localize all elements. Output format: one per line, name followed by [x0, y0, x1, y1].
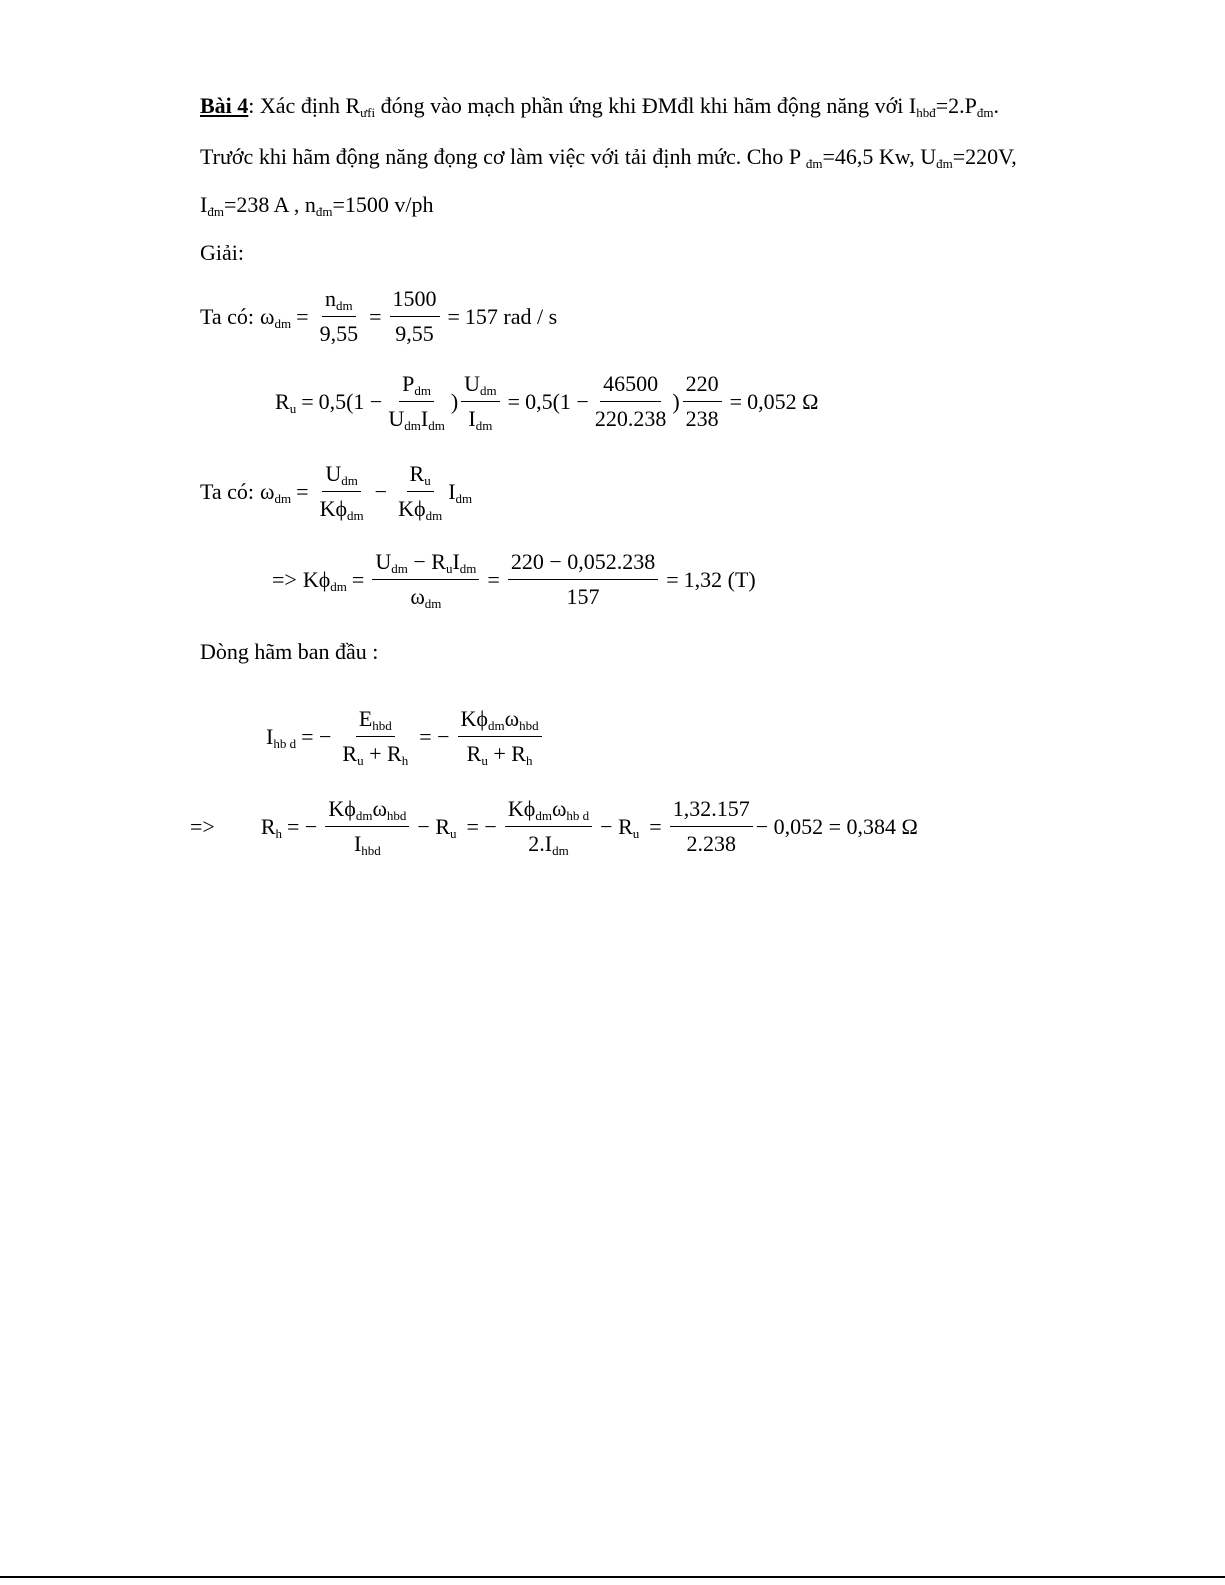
- equation-armature-resistance: $R_u$ = 0,5(1 − $\frac{P_{dm}}{U_{dm}I_{dm}}$ ) $\frac{U_{dm}}{I_{dm}}$ = 0,5(1 − $\frac{46500}{220.238}$ ) $\frac{220}{238}$ = 0,052 Ω: [275, 371, 819, 433]
- problem-title: Bài 4: [200, 93, 249, 118]
- problem-line-2: Trước khi hãm động năng đọng cơ làm việc với tải định mức. Cho P $_{đm}$=46,5 Kw, $U_{đm}=220V$,: [200, 144, 1017, 171]
- equation-omega-rated: Ta có: $\omega_{dm}$ = $\frac{n_{dm}}{9,55}$ = $\frac{1500}{9,55}$ = 157 rad / s: [200, 286, 558, 346]
- equation-speed: Ta có: $\omega_{dm}$ = $\frac{U_{dm}}{K\phi_{dm}}$ − $\frac{R_u}{K\phi_{dm}}$ $I_{dm}$: [200, 461, 473, 523]
- problem-line-3: $I_{đm}=238$ A , $n_{đm}=1500$ v/ph: [200, 192, 434, 219]
- braking-current-label: Dòng hãm ban đầu :: [200, 639, 379, 664]
- problem-line-1: Bài 4: Xác định $R_{ưfi}$ đóng vào mạch phần ứng khi ĐMđl khi hãm động năng với $I_{hbđ}=2.P_{đm}$.: [200, 93, 1000, 120]
- equation-flux: => $K\phi_{dm}$ = $\frac{U_{dm} - R_uI_{dm}}{\omega_{dm}}$ = $\frac{220 - 0,052.238}{157}$ = 1,32 (T): [272, 549, 756, 611]
- equation-initial-braking-current: $I_{hb d}$ = − $\frac{E_{hbd}}{R_u + R_h}$ = − $\frac{K\phi_{dm}\omega_{hbd}}{R_u + R_h}$: [266, 705, 545, 768]
- equation-braking-resistance: => $R_h$ = − $\frac{K\phi_{dm}\omega_{hbd}}{I_{hbd}}$ − $R_u$ = − $\frac{K\phi_{dm}\omega_{hb d}}{2.I_{dm}}$ − $R_u$ = $\frac{1,32.157}{2.238}$ − 0,052 = 0,384 Ω: [190, 796, 918, 858]
- solution-label: Giải:: [200, 240, 244, 265]
- page-bottom-border: [0, 1576, 1225, 1578]
